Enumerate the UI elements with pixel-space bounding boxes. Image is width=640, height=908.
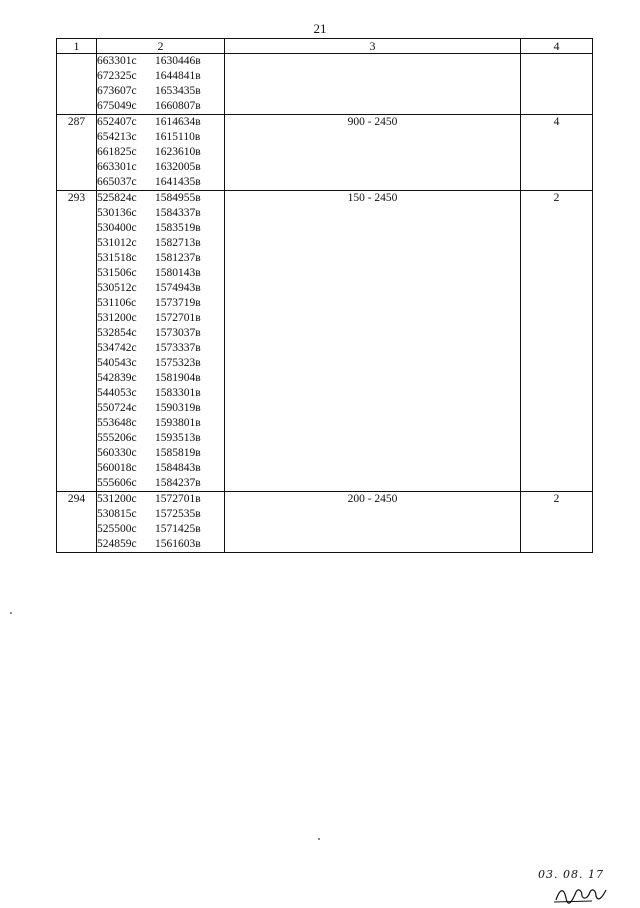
longitude-value: 1581237в	[155, 252, 201, 264]
row-number-cell: 287	[57, 115, 97, 191]
latitude-value: 534742с	[97, 342, 137, 354]
coordinate-pair	[97, 416, 224, 431]
depth-range-cell	[225, 54, 521, 115]
longitude-value: 1574943в	[155, 282, 201, 294]
table-row	[57, 54, 593, 115]
longitude-value: 1630446в	[155, 55, 201, 67]
coordinate-pair	[97, 401, 224, 416]
count-cell: 2	[521, 191, 593, 492]
column-header-3: 3	[225, 39, 521, 54]
latitude-value: 665037с	[97, 176, 137, 188]
latitude-value: 530400с	[97, 222, 137, 234]
latitude-value: 675049с	[97, 100, 137, 112]
longitude-value: 1584237в	[155, 477, 201, 489]
longitude-value: 1593513в	[155, 432, 201, 444]
table-header-row	[57, 39, 593, 54]
longitude-value: 1571425в	[155, 523, 201, 535]
latitude-value: 542839с	[97, 372, 137, 384]
depth-range-cell: 900 - 2450	[225, 115, 521, 191]
coordinates-cell	[97, 492, 225, 553]
depth-range-cell: 150 - 2450	[225, 191, 521, 492]
table-row	[57, 191, 593, 492]
coordinate-pair	[97, 175, 224, 190]
latitude-value: 555606с	[97, 477, 137, 489]
column-header-2: 2	[97, 39, 225, 54]
longitude-value: 1623610в	[155, 146, 201, 158]
row-number-cell	[57, 54, 97, 115]
longitude-value: 1584337в	[155, 207, 201, 219]
latitude-value: 663301с	[97, 55, 137, 67]
latitude-value: 672325с	[97, 70, 137, 82]
latitude-value: 555206с	[97, 432, 137, 444]
coordinate-pair	[97, 326, 224, 341]
coordinate-pair	[97, 145, 224, 160]
longitude-value: 1561603в	[155, 538, 201, 550]
handwritten-signature	[538, 868, 628, 908]
margin-mark	[318, 838, 320, 840]
coordinate-pair	[97, 446, 224, 461]
coordinate-pair	[97, 191, 224, 206]
longitude-value: 1573719в	[155, 297, 201, 309]
latitude-value: 661825с	[97, 146, 137, 158]
coordinate-pair	[97, 69, 224, 84]
signature-mark	[552, 882, 612, 906]
coordinate-pair	[97, 537, 224, 552]
table-body	[57, 54, 593, 553]
coordinate-pair	[97, 54, 224, 69]
latitude-value: 525500с	[97, 523, 137, 535]
latitude-value: 652407с	[97, 116, 137, 128]
margin-mark	[10, 612, 12, 614]
coordinate-pair	[97, 99, 224, 114]
longitude-value: 1572535в	[155, 508, 201, 520]
table-row	[57, 492, 593, 553]
longitude-value: 1581904в	[155, 372, 201, 384]
coordinate-pair	[97, 492, 224, 507]
coordinate-pair	[97, 476, 224, 491]
coordinate-pair	[97, 281, 224, 296]
longitude-value: 1585819в	[155, 447, 201, 459]
coordinates-cell	[97, 191, 225, 492]
latitude-value: 673607с	[97, 85, 137, 97]
depth-range-cell: 200 - 2450	[225, 492, 521, 553]
coordinate-pair	[97, 206, 224, 221]
column-header-4: 4	[521, 39, 593, 54]
coordinate-pair	[97, 341, 224, 356]
coordinates-cell	[97, 115, 225, 191]
longitude-value: 1615110в	[155, 131, 201, 143]
row-number-cell: 294	[57, 492, 97, 553]
latitude-value: 530815с	[97, 508, 137, 520]
count-cell	[521, 54, 593, 115]
coordinate-pair	[97, 522, 224, 537]
latitude-value: 532854с	[97, 327, 137, 339]
longitude-value: 1653435в	[155, 85, 201, 97]
latitude-value: 553648с	[97, 417, 137, 429]
longitude-value: 1572701в	[155, 312, 201, 324]
coordinate-pair	[97, 371, 224, 386]
longitude-value: 1614634в	[155, 116, 201, 128]
coordinate-pair	[97, 386, 224, 401]
coordinate-pair	[97, 311, 224, 326]
longitude-value: 1593801в	[155, 417, 201, 429]
longitude-value: 1660807в	[155, 100, 201, 112]
longitude-value: 1632005в	[155, 161, 201, 173]
count-cell: 4	[521, 115, 593, 191]
latitude-value: 544053с	[97, 387, 137, 399]
handwritten-date: 03. 08. 17	[538, 868, 604, 881]
longitude-value: 1641435в	[155, 176, 201, 188]
coordinate-pair	[97, 236, 224, 251]
longitude-value: 1573037в	[155, 327, 201, 339]
coordinates-table	[56, 38, 593, 553]
longitude-value: 1580143в	[155, 267, 201, 279]
longitude-value: 1644841в	[155, 70, 201, 82]
table-row	[57, 115, 593, 191]
coordinate-pair	[97, 461, 224, 476]
coordinate-pair	[97, 356, 224, 371]
count-cell: 2	[521, 492, 593, 553]
latitude-value: 560330с	[97, 447, 137, 459]
latitude-value: 530136с	[97, 207, 137, 219]
latitude-value: 550724с	[97, 402, 137, 414]
longitude-value: 1572701в	[155, 493, 201, 505]
coordinate-pair	[97, 507, 224, 522]
longitude-value: 1575323в	[155, 357, 201, 369]
latitude-value: 654213с	[97, 131, 137, 143]
page-number: 21	[313, 21, 327, 36]
coordinate-pair	[97, 160, 224, 175]
coordinate-pair	[97, 296, 224, 311]
latitude-value: 524859с	[97, 538, 137, 550]
row-number-cell: 293	[57, 191, 97, 492]
latitude-value: 663301с	[97, 161, 137, 173]
latitude-value: 531506с	[97, 267, 137, 279]
longitude-value: 1590319в	[155, 402, 201, 414]
coordinate-pair	[97, 115, 224, 130]
coordinate-pair	[97, 431, 224, 446]
column-header-1: 1	[57, 39, 97, 54]
latitude-value: 530512с	[97, 282, 137, 294]
longitude-value: 1584955в	[155, 192, 201, 204]
latitude-value: 560018с	[97, 462, 137, 474]
latitude-value: 531012с	[97, 237, 137, 249]
coordinates-cell	[97, 54, 225, 115]
longitude-value: 1583519в	[155, 222, 201, 234]
coordinate-pair	[97, 221, 224, 236]
longitude-value: 1582713в	[155, 237, 201, 249]
coordinate-pair	[97, 84, 224, 99]
longitude-value: 1583301в	[155, 387, 201, 399]
latitude-value: 531106с	[97, 297, 137, 309]
longitude-value: 1573337в	[155, 342, 201, 354]
latitude-value: 531200с	[97, 312, 137, 324]
latitude-value: 525824с	[97, 192, 137, 204]
latitude-value: 531518с	[97, 252, 137, 264]
latitude-value: 540543с	[97, 357, 137, 369]
coordinate-pair	[97, 266, 224, 281]
coordinate-pair	[97, 251, 224, 266]
coordinate-pair	[97, 130, 224, 145]
latitude-value: 531200с	[97, 493, 137, 505]
longitude-value: 1584843в	[155, 462, 201, 474]
